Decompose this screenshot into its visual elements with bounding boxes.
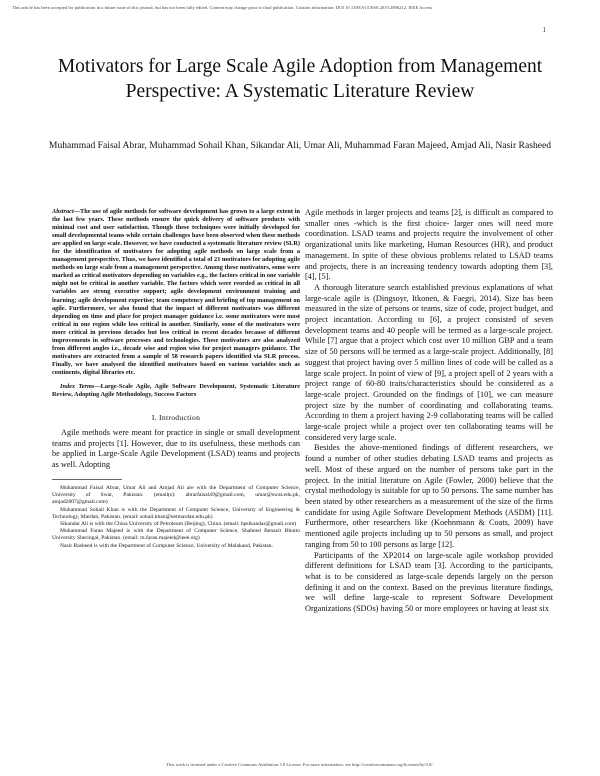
intro-paragraph: Agile methods were meant for practice in single or small development teams and projects [1]. However, due to its usefulness, these methods can be applied in Large-Scale Agile Development (LSAD) teams and projects as well. Adopting — [52, 428, 300, 470]
footnote: Muhammad Faran Majeed is with the Department of Computer Science, Shaheed Benazir Bhutto University Sheringal, Pakistan. (email: m.faran.majeed@ieee.org) — [52, 528, 300, 542]
footnote: Muhammad Faisal Abrar, Umar Ali and Amjad Ali are with the Department of Computer Science, University of Swat, Pakistan. (email(s): abrarfaisal49@gmail.com, umar@swat.edu.pk, amjad2007@gmail.com) — [52, 484, 300, 506]
body-paragraph: A thorough literature search established previous explanations of what large-scale agile is (Dingsoyr, Itkonen, & Faegri, 2014). Size has been measured in the size of persons or teams, size of code, project budget, and project incantation. According to [6], a project consisted of seven development teams and 40 people will be termed as a large-scale project. While [7] argue that a project which cost over 10 million GBP and a team size of 50 persons will be termed as a large-scale project. Additionally, [8] suggest that project having over 5 million lines of code will be called as a large scale project. In point of view of [9], a project spell of 2 years with a project range of 60-80 traits/characteristics should be considered as a large-scale project. Grounded on the findings of [10], we can measure project size by the number of coordinating and collaborating teams. According to them a project having 2-9 collaborating teams will be called large-scale project while a project over ten collaborating teams will be considered very large scale. — [305, 282, 553, 442]
index-terms-text: Large-Scale Agile, Agile Software Development, Systematic Literature Review, Adopting Agile Methodology, Success Factors — [52, 382, 301, 399]
footnote: Muhammad Sohail Khan is with the Department of Computer Science, University of Engineering & Technology, Mardan, Pakistan. (email: sohail.khan@uetmardan.edu.pk) — [52, 506, 300, 520]
paper-authors: Muhammad Faisal Abrar, Muhammad Sohail Khan, Sikandar Ali, Umar Ali, Muhammad Faran Majeed, Amjad Ali, Nasir Rasheed — [48, 140, 552, 151]
abstract: Abstract—The use of agile methods for software development has grown to a large extent in the last few years. These methods ensure the quick delivery of software products with minimal cost and user satisfaction. Though these techniques were initially developed for small developmental teams while certain challenges have been observed when these methods are applied on large scale. However, we have conducted a systematic literature review (SLR) for the identification of motivators for adopting agile methods on large scale from a management perspective. Thus, we have identified a total of 21 motivators for adopting agile methods on large scale from a management perspective. Among these motivators, some were marked as critical motivators depending on variables e.g., the factors critical in one variable might not be critical in another variable. The factors which were reorded as critical in all variables are strong executive support; agile development environment training and learning; agile development expertise; team competency and briefing of top management on agile. Furthermore, we also found that the impact of different motivators was different depending on time and place for project manager guidance i.e. some motivators were most critical in one region while less critical in another. Similarly, some of the motivators were more critical in previous decades but less critical in recent decades because of different improvements in software processes and technologies. These motivators are also analyzed from different angles i.e., decade wise and region wise for project managers guidance. The motivators are extracted from a sample of 58 research papers identified via SLR process. Finally, we have analysed the identified motivators based on various variables such as continents, digital libraries etc. — [52, 208, 300, 376]
right-column — [305, 208, 553, 615]
section-heading-introduction: I. Introduction — [151, 413, 201, 423]
index-terms-label: Index Terms — [60, 382, 95, 390]
page-number: 1 — [542, 26, 546, 34]
footnote-rule — [52, 479, 122, 480]
body-paragraph: Besides the above-mentioned findings of different researchers, we found a number of other studies debating LSAD teams and projects as well. Most of these argued on the number of persons take part in the project. In the initial literature on Agile (Fowler, 2000) believe that the crystal methodology is suitable for up to 50 persons. The same number has been stated by other researchers as a measurement of the size of the firms candidate for using Agile Software Development Methods (ASDM) [11]. Furthermore, other researchers like (Koehnmann & Coats, 2009) have mentioned agile projects including up to 50 persons as small, and project ranging from 50 to 100 persons as large [12]. — [305, 443, 553, 549]
left-column — [52, 208, 300, 550]
license-footer: This work is licensed under a Creative Commons Attribution 3.0 License. For more information, see http://creativecommons.org/licenses/by/3.0/. — [166, 762, 434, 767]
body-paragraph: Agile methods in larger projects and teams [2], is difficult as compared to smaller ones -which is the first choice- larger ones will need more coordination. LSAD teams and projects require the involvement of other organizational units like marketing, Human Resources (HR), and product management. In spite of these obvious problems related to LSAD teams and projects, there is an increasing tendency towards adopting them [3], [4], [5]. — [305, 208, 553, 282]
index-terms: Index Terms—Large-Scale Agile, Agile Software Development, Systematic Literature Review, Adopting Agile Methodology, Success Factors — [52, 382, 301, 399]
paper-title: Motivators for Large Scale Agile Adoption from Management Perspective: A Systematic Literature Review — [57, 56, 543, 102]
footnote: Nasir Rasheed is with the Department of Computer Science, University of Malakand, Pakistan. — [60, 542, 273, 549]
publication-notice: This article has been accepted for publication in a future issue of this journal, but has not been fully edited. Content may change prior to final publication. Citation information: DOI 10.1109/ACCESS.2019.2896212, IEEE Access — [12, 5, 433, 10]
body-paragraph: Participants of the XP2014 on large-scale agile workshop provided different definitions for LSAD team [3]. According to the participants, what is to be considered as large-scale depends largely on the person defining it and on the context. Based on the previous literature findings, we will define large-scale to represent Software Development Organizations (SDOs) having 50 or more employees or having at least six — [305, 550, 553, 614]
footnote: Sikandar Ali is with the China University of Petroleum (Beijing), China. (email: hpsikandar@gmail.com) — [60, 520, 297, 527]
abstract-label: Abstract — [52, 208, 74, 215]
abstract-text: The use of agile methods for software development has grown to a large extent in the last few years. These methods ensure the quick delivery of software products with minimal cost and user satisfaction. Though these techniques were initially developed for small developmental teams while certain challenges have been observed when these methods are applied on large scale. However, we have conducted a systematic literature review (SLR) for the identification of motivators for adopting agile methods on large scale from a management perspective. Thus, we have identified a total of 21 motivators for adopting agile methods on large scale from a management perspective. Among these motivators, some were marked as critical motivators depending on variables e.g., the factors critical in one variable might not be critical in another variable. The factors which were reorded as critical in all variables are strong executive support; agile development environment training and learning; agile development expertise; team competency and briefing of top management on agile. Furthermore, we also found that the impact of different motivators was different depending on time and place for project manager guidance i.e. some motivators were most critical in one region while less critical in another. Similarly, some of the motivators were more critical in previous decades but less critical in recent decades because of different improvements in software processes and technologies. These motivators are also analyzed from different angles i.e., decade wise and region wise for project managers guidance. The motivators are extracted from a sample of 58 research papers identified via SLR process. Finally, we have analysed the identified motivators based on various variables such as continents, digital libraries etc. — [52, 208, 300, 376]
